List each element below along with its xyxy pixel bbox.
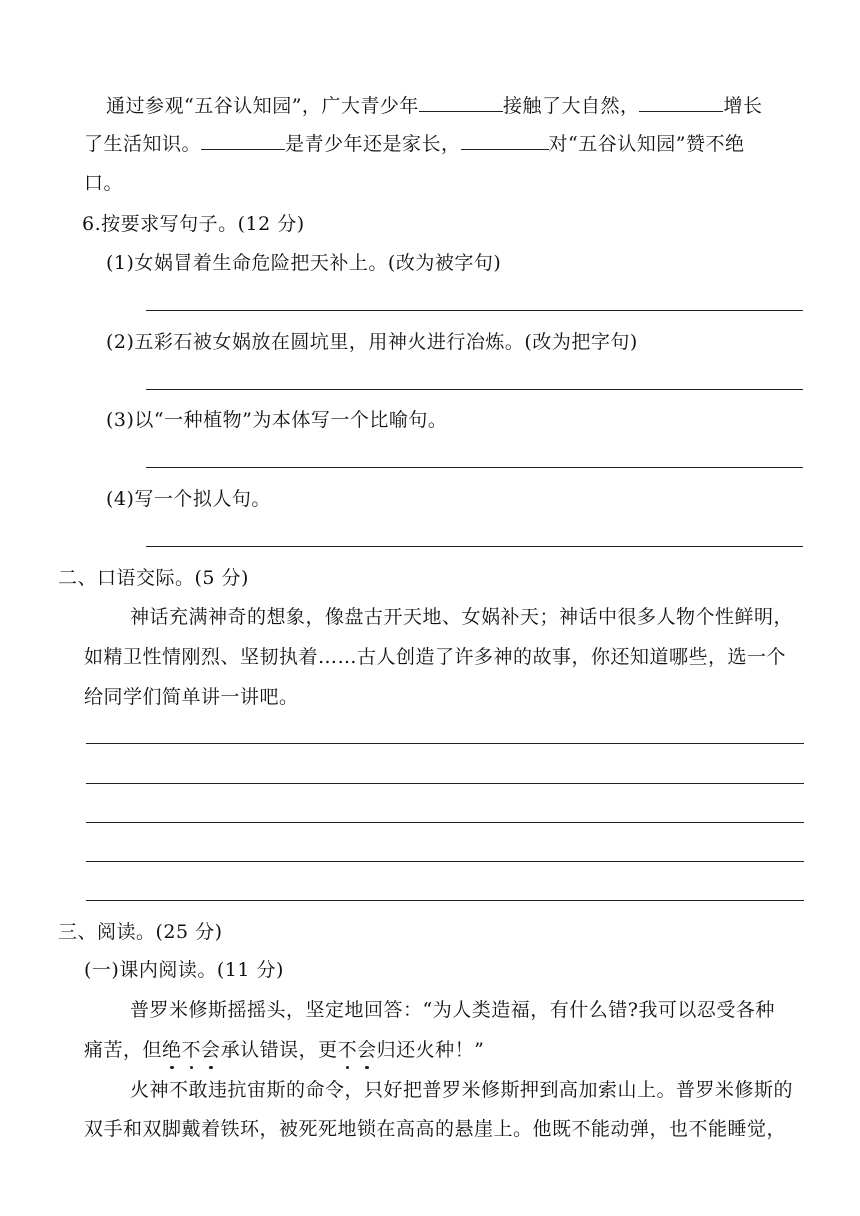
answer-line-s2-4[interactable] xyxy=(86,861,804,862)
section-3-subtitle: (一)课内阅读。(11 分) xyxy=(84,959,284,981)
emphasis-char: 绝 xyxy=(162,1039,182,1061)
fill-blank-4[interactable] xyxy=(461,131,549,150)
answer-line-q6-4[interactable] xyxy=(146,546,803,547)
passage-text: 通过参观“五谷认知园”，广大青少年 xyxy=(106,95,419,117)
answer-line-s2-5[interactable] xyxy=(86,900,804,901)
answer-line-s2-2[interactable] xyxy=(86,783,804,784)
reading-p2-line-2: 双手和双脚戴着铁环，被死死地锁在高高的悬崖上。他既不能动弹，也不能睡觉， xyxy=(84,1118,787,1140)
reading-p1-line-2 xyxy=(84,1038,484,1062)
question-6-title: 6.按要求写句子。(12 分) xyxy=(82,213,305,235)
q5-passage-line-2 xyxy=(84,131,744,156)
passage-text: 增长 xyxy=(723,95,763,117)
section-2-line-2: 如精卫性情刚烈、坚韧执着……古人创造了许多神的故事，你还知道哪些，选一个 xyxy=(84,646,787,668)
q5-passage-line-3: 口。 xyxy=(84,172,124,194)
answer-line-q6-1[interactable] xyxy=(146,310,803,311)
reading-p2-line-1: 火神不敢违抗宙斯的命令，只好把普罗米修斯押到高加索山上。普罗米修斯的 xyxy=(130,1079,794,1101)
answer-line-s2-1[interactable] xyxy=(86,743,804,744)
emphasis-char: 会 xyxy=(357,1039,377,1061)
q5-passage-line-1 xyxy=(106,93,762,118)
q6-item-3: (3)以“一种植物”为本体写一个比喻句。 xyxy=(106,409,448,431)
fill-blank-3[interactable] xyxy=(201,131,285,150)
answer-line-q6-3[interactable] xyxy=(146,467,803,468)
section-2-line-1: 神话充满神奇的想象，像盘古开天地、女娲补天；神话中很多人物个性鲜明， xyxy=(130,606,794,628)
fill-blank-2[interactable] xyxy=(639,93,723,112)
fill-blank-1[interactable] xyxy=(419,93,503,112)
emphasis-char: 会 xyxy=(201,1039,221,1061)
answer-line-q6-2[interactable] xyxy=(146,389,803,390)
q6-item-4: (4)写一个拟人句。 xyxy=(106,488,271,510)
answer-line-s2-3[interactable] xyxy=(86,822,804,823)
passage-text: 是青少年还是家长， xyxy=(285,133,461,155)
emphasis-char: 不 xyxy=(181,1039,202,1061)
q6-item-1: (1)女娲冒着生命危险把天补上。(改为被字句) xyxy=(106,252,502,274)
passage-text: 了生活知识。 xyxy=(84,133,202,155)
section-3-title: 三、阅读。(25 分) xyxy=(58,921,223,943)
passage-text: 接触了大自然， xyxy=(502,95,640,117)
reading-text: 归还火种！” xyxy=(376,1039,485,1061)
reading-text: 承认错误，更 xyxy=(220,1039,338,1061)
section-2-title: 二、口语交际。(5 分) xyxy=(58,567,249,589)
section-2-line-3: 给同学们简单讲一讲吧。 xyxy=(84,686,299,708)
reading-text: 痛苦，但 xyxy=(84,1039,163,1061)
reading-p1-line-1: 普罗米修斯摇摇头，坚定地回答：“为人类造福，有什么错?我可以忍受各种 xyxy=(130,999,775,1021)
q6-item-2: (2)五彩石被女娲放在圆坑里，用神火进行冶炼。(改为把字句) xyxy=(106,331,638,353)
emphasis-char: 不 xyxy=(337,1039,358,1061)
passage-text: 对“五谷认知园”赞不绝 xyxy=(548,133,745,155)
